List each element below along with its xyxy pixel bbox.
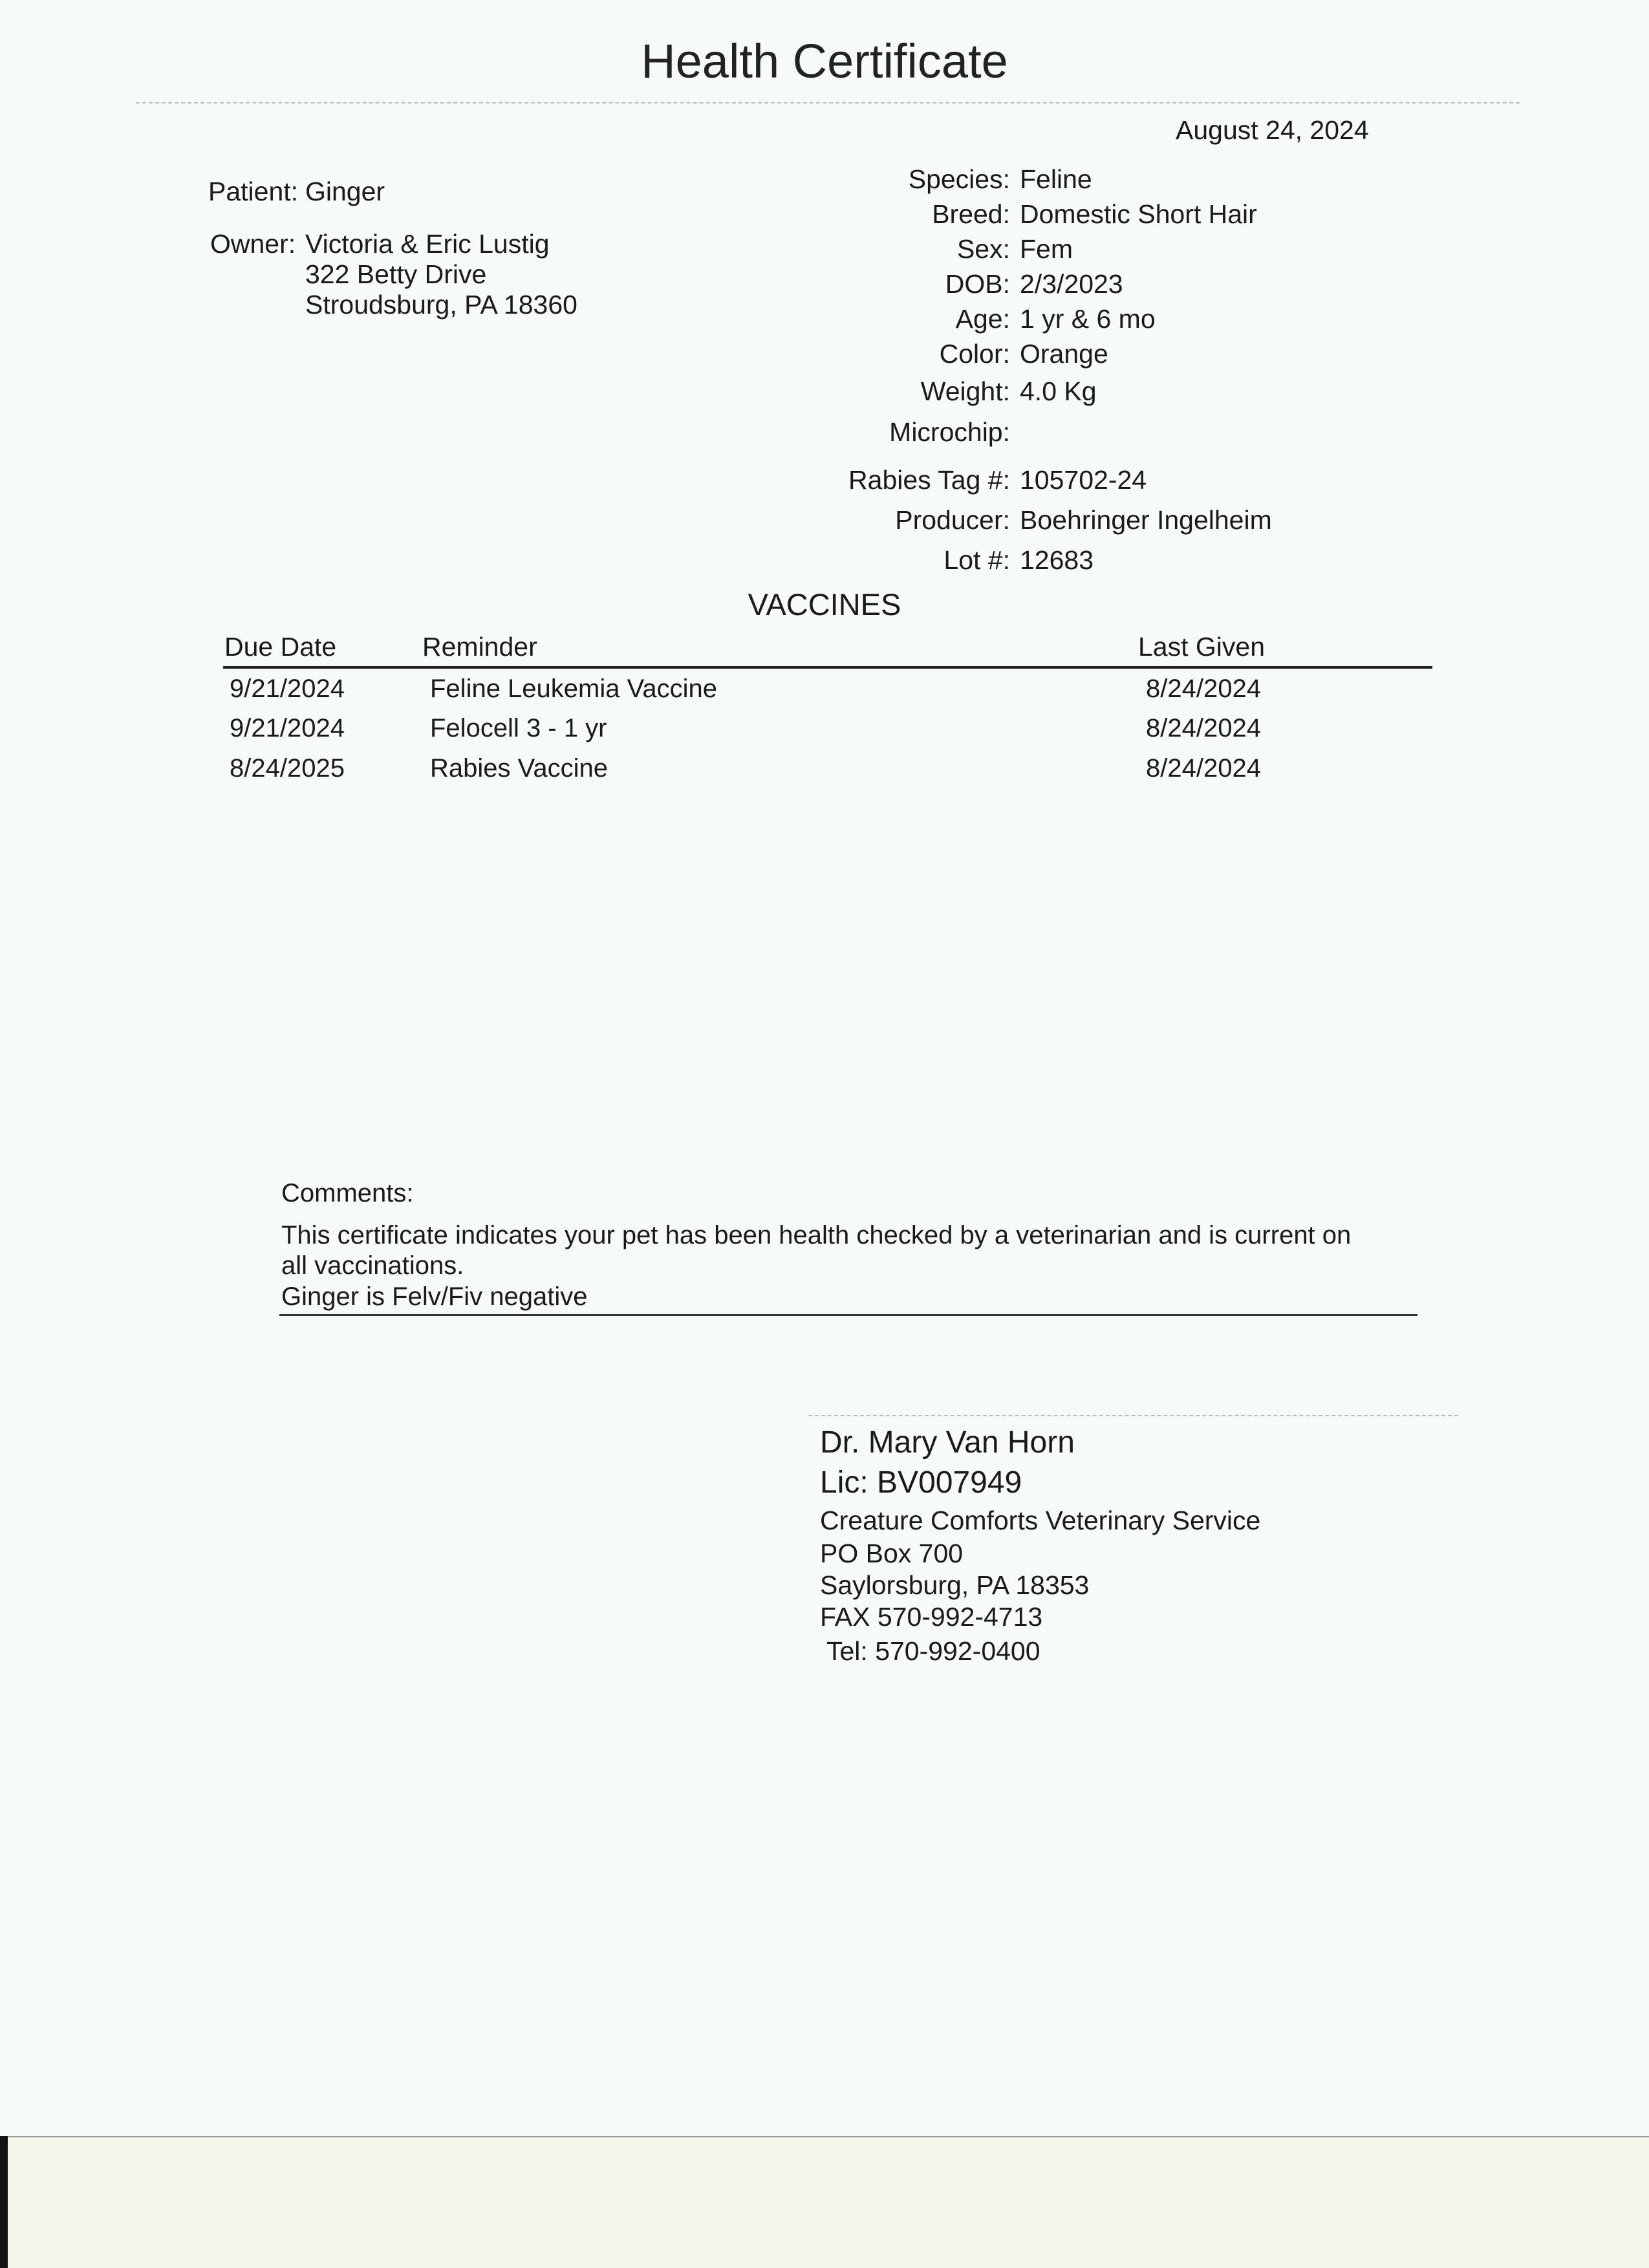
color-label: Color: (939, 339, 1010, 369)
scan-bottom-band (0, 2136, 1649, 2268)
clinic-name: Creature Comforts Veterinary Service (820, 1506, 1261, 1535)
certificate-date: August 24, 2024 (1176, 115, 1369, 145)
due-date-cell: 9/21/2024 (230, 675, 345, 703)
lot-value: 12683 (1020, 545, 1094, 575)
clinic-po-box: PO Box 700 (820, 1539, 964, 1568)
reminder-cell: Feline Leukemia Vaccine (430, 675, 717, 703)
reminder-cell: Felocell 3 - 1 yr (430, 714, 607, 742)
rabies-tag-label: Rabies Tag #: (848, 465, 1010, 495)
last-given-cell: 8/24/2024 (1146, 714, 1261, 742)
page-title: Health Certificate (641, 34, 1008, 88)
microchip-label: Microchip: (889, 417, 1010, 447)
comments-label: Comments: (281, 1179, 414, 1207)
table-header-rule (223, 666, 1432, 669)
lot-label: Lot #: (943, 545, 1010, 575)
comment-line-3: Ginger is Felv/Fiv negative (281, 1282, 588, 1311)
breed-value: Domestic Short Hair (1020, 199, 1257, 229)
clinic-fax: FAX 570-992-4713 (820, 1602, 1043, 1632)
species-label: Species: (908, 164, 1010, 194)
weight-label: Weight: (920, 376, 1010, 406)
color-value: Orange (1020, 339, 1108, 369)
veterinarian-name: Dr. Mary Van Horn (820, 1425, 1075, 1460)
owner-label: Owner: (210, 229, 296, 259)
producer-label: Producer: (895, 505, 1010, 535)
column-header-reminder: Reminder (422, 632, 537, 662)
last-given-cell: 8/24/2024 (1146, 675, 1261, 703)
age-label: Age: (955, 304, 1010, 334)
due-date-cell: 9/21/2024 (230, 714, 345, 742)
column-header-due-date: Due Date (224, 632, 337, 662)
page-bottom-edge (0, 2136, 1649, 2137)
last-given-cell: 8/24/2024 (1146, 754, 1261, 783)
due-date-cell: 8/24/2025 (230, 754, 345, 783)
reminder-cell: Rabies Vaccine (430, 754, 608, 783)
rabies-tag-value: 105702-24 (1020, 465, 1147, 495)
owner-address-line-1: 322 Betty Drive (305, 259, 487, 289)
patient-name: Ginger (305, 177, 385, 206)
signature-line (808, 1415, 1458, 1416)
producer-value: Boehringer Ingelheim (1020, 505, 1272, 535)
clinic-city: Saylorsburg, PA 18353 (820, 1570, 1090, 1600)
sex-label: Sex: (956, 234, 1010, 264)
clinic-phone: Tel: 570-992-0400 (826, 1636, 1040, 1666)
column-header-last-given: Last Given (1138, 632, 1265, 662)
age-value: 1 yr & 6 mo (1020, 304, 1156, 334)
dob-label: DOB: (945, 269, 1010, 299)
owner-name: Victoria & Eric Lustig (305, 229, 550, 259)
breed-label: Breed: (932, 199, 1010, 229)
comment-line-2: all vaccinations. (281, 1251, 464, 1280)
dob-value: 2/3/2023 (1020, 269, 1123, 299)
species-value: Feline (1020, 164, 1092, 194)
title-divider (136, 102, 1520, 103)
owner-address-line-2: Stroudsburg, PA 18360 (305, 290, 577, 319)
scan-left-edge (0, 2136, 8, 2268)
comments-rule (279, 1314, 1417, 1316)
comment-line-1: This certificate indicates your pet has been health checked by a veterinarian and is current on (281, 1221, 1352, 1249)
vaccines-heading: VACCINES (748, 587, 901, 621)
sex-value: Fem (1020, 234, 1073, 264)
veterinarian-license: Lic: BV007949 (820, 1465, 1022, 1500)
patient-label: Patient: (208, 177, 299, 206)
weight-value: 4.0 Kg (1020, 376, 1097, 406)
